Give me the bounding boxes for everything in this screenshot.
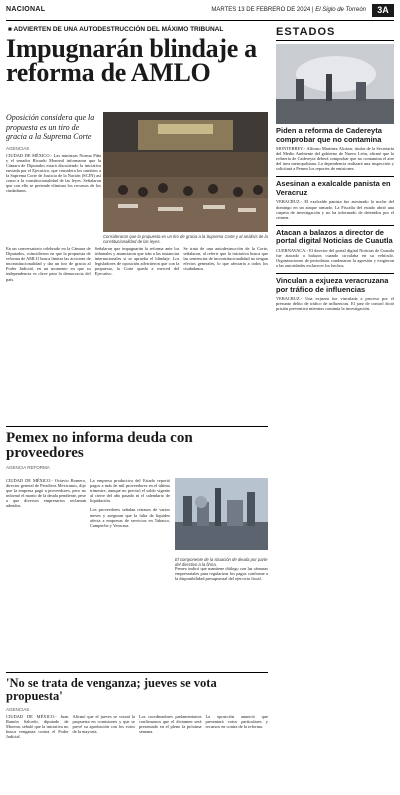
section-label: NACIONAL — [6, 6, 46, 13]
lead-sidebar — [6, 113, 101, 193]
legislature-photo-image — [103, 112, 268, 232]
venganza-columns — [6, 714, 268, 739]
pemex-col1 — [6, 478, 86, 509]
pemex-photo — [175, 478, 268, 567]
lead-photo — [103, 112, 268, 232]
issue-date: MARTES 13 DE FEBRERO DE 2024 | El Siglo de Torreón — [211, 7, 366, 13]
lead-story — [6, 26, 268, 85]
page-number: 3A — [372, 4, 394, 17]
lead-body-col3: Señalaron que impugnarán la reforma ante los tribunales y anunciaron que irán a las instancias internacionales si se aprueba el blindaje. Los legisladores de oposición advirtieron que con la propuesta, la Corte queda a merced del Ejecutivo. — [94, 246, 180, 277]
cadereyta-headline: Piden a reforma de Cadereyta comprobar que no contamina — [276, 126, 382, 144]
pemex-body-d: Pemex indicó que mantiene diálogo con las cámaras empresariales para regularizar los pagos conforme a la disponibilidad presupuestal del ejercicio fiscal. — [175, 566, 268, 582]
oil-refinery-photo-image — [175, 478, 268, 550]
lead-headline: Impugnarán blindaje a reforma de AMLO — [6, 34, 257, 87]
pemex-body-a: CIUDAD DE MÉXICO.- Octavio Romero, director general de Petróleos Mexicanos, dijo que la empresa pagó a proveedores, pero no informó el monto de la deuda pendiente, pese a que diversos empresarios reclaman adeudos. — [6, 478, 86, 509]
estados-column — [276, 26, 394, 312]
pemex-col4 — [175, 566, 268, 581]
estados-section-title: ESTADOS — [276, 26, 394, 41]
lead-body-col2: En un conversatorio celebrado en la Cámara de Diputados, coincidieron en que la propuesta de reforma de AMLO busca limitar las acciones de inconstitucionalidad y dar un tiro de gracia al Poder Judicial, en un momento en que su independencia es clave para la democracia del país. — [6, 246, 91, 282]
venganza-headline: 'No se trata de venganza; jueves se vota propuesta' — [6, 676, 217, 703]
venganza-body-c: Los coordinadores parlamentarios confirmaron que el dictamen será presentado en el pleno la próxima semana. — [139, 714, 202, 735]
lead-caption: Consideraron que la propuesta es un tiro de gracia a la Suprema Corte y al análisis de la constitucionalidad de las leyes. — [103, 234, 268, 244]
venganza-story — [6, 672, 268, 739]
exjueza-headline: Vinculan a exjueza veracruzana por tráfico de influencias — [276, 276, 389, 294]
pemex-body-c: Los proveedores señalan retrasos de varios meses y aseguran que la falta de liquidez afecta a empresas de servicios en Tabasco, Campeche y Veracruz. — [90, 507, 170, 528]
pemex-headline: Pemex no informa deuda con proveedores — [6, 430, 193, 461]
venganza-body-a: CIUDAD DE MÉXICO.- Juan Ramón Salcedo, diputado de Morena, señaló que la iniciativa no busca venganza contra el Poder Judicial. — [6, 714, 69, 740]
pemex-caption: El componente de la situación de deuda por parte del directivo a la firma. — [175, 557, 268, 567]
venganza-byline: AGENCIAS — [6, 707, 30, 712]
lead-body-columns — [6, 246, 268, 282]
veracruz-exalcalde-body: VERACRUZ.- El exalcalde panista fue asesinado la noche del domingo en un ataque armado. La Fiscalía del estado abrió una carpeta de investigación y no ha informado de detenidos por el crimen. — [276, 199, 394, 220]
kicker: ■ ADVIERTEN DE UNA AUTODESTRUCCIÓN DEL MÁXIMO TRIBUNAL — [8, 26, 268, 33]
cuautla-body: CUERNAVACA.- El director del portal digital Noticias de Cuautla fue atacado a balazos cuando circulaba en su vehículo. Organizaciones de periodistas condenaron la agresión y exigieron a las autoridades esclarecer los hechos. — [276, 247, 394, 269]
pemex-byline: AGENCIA REFORMA — [6, 465, 50, 470]
veracruz-exalcalde-headline: Asesinan a exalcalde panista en Veracruz — [276, 179, 391, 197]
exjueza-body: VERACRUZ.- Una exjueza fue vinculada a proceso por el presunto delito de tráfico de influencias. El juez de control dictó prisión preventiva mientras continúa la investigación. — [276, 296, 394, 312]
lead-body-col1: CIUDAD DE MÉXICO.- Las ministras Norma Piña y el senador Ricardo Monreal informaron que la Cámara de Diputados estará discutiendo la iniciativa enviada por el Ejecutivo, que considera los cambios a la Suprema Corte de Justicia de la Nación (SCJN) así como a la constitucionalidad de las leyes. Señalaron que con ello se pretende eliminar los recursos de los ciudadanos. — [6, 152, 101, 194]
lead-body-col4: Se trata de una autodestrucción de la Corte, señalaron, al referir que la iniciativa busca que las sentencias de inconstitucionalidad no tengan efectos generales, lo que afectaría a todos los ciudadanos. — [183, 246, 269, 272]
cuautla-headline: Atacan a balazos a director de portal digital Noticias de Cuautla — [276, 227, 393, 246]
lead-subhead: Oposición considera que la propuesta es un tiro de gracia a la Suprema Corte — [6, 113, 95, 141]
pemex-story — [6, 426, 268, 472]
pemex-body-b: La empresa productiva del Estado reportó pagos a más de mil proveedores en el último trimestre, aunque no precisó el saldo vigente al cierre del año pasado ni el calendario de liquidación. — [90, 478, 170, 504]
venganza-body-b: Afirmó que el jueves se votará la propuesta en comisiones y que se prevé su aprobación con los votos de la mayoría. — [72, 714, 135, 735]
venganza-body-d: La oposición anunció que presentará votos particulares y recursos en contra de la reforma. — [205, 714, 268, 730]
cadereyta-body: MONTERREY.- Alfonso Martínez Alcázar, titular de la Secretaría del Medio Ambiente del gobierno de Nuevo León, afirmó que la refinería de Cadereyta deberá comprobar que no contamina el aire del área metropolitana. La dependencia realizará una inspección y solicitará a Pemex los reportes de emisiones. — [276, 146, 394, 172]
pemex-col2 — [90, 478, 170, 528]
page-header — [6, 6, 394, 21]
lead-byline: AGENCIAS — [6, 145, 30, 151]
refinery-smoke-photo-image — [276, 44, 394, 124]
